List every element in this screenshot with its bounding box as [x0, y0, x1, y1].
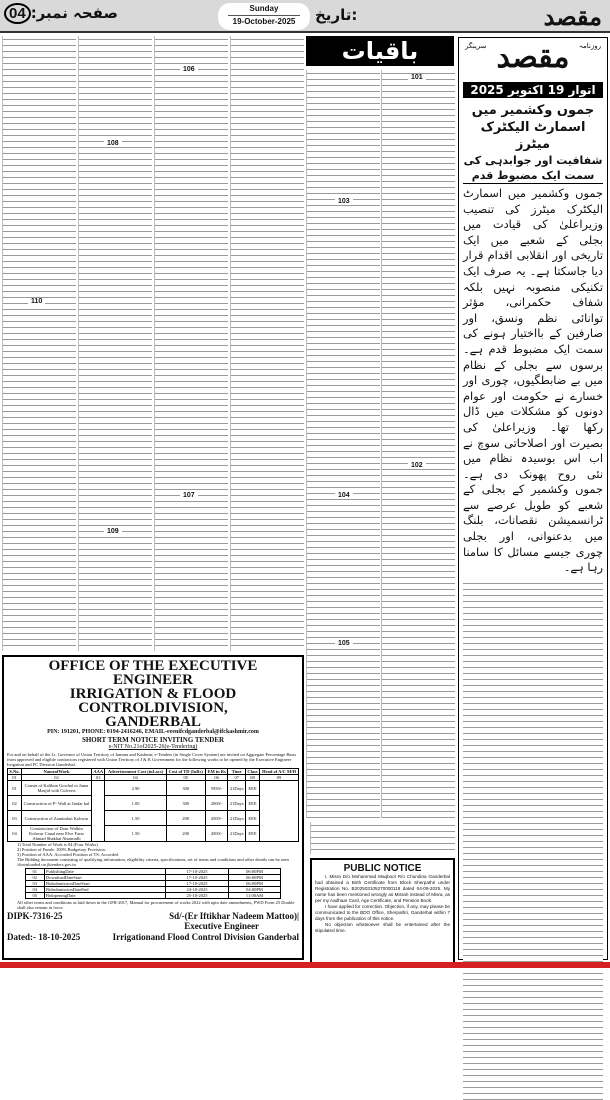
section-title-baqiyat: باقیات — [306, 36, 454, 66]
page-number-value: 04 — [4, 3, 31, 24]
table-row: 01 PublishingDate 17-10-2025 06:00PM — [25, 869, 281, 875]
table-row: 04 BidsubmissionDateEnd 24-10-2025 04:00PM — [25, 887, 281, 893]
masthead — [463, 40, 603, 80]
text-column — [381, 70, 455, 818]
schedule-table — [25, 868, 282, 899]
date-bar: اتوار 19 اکتوبر 2025 — [463, 82, 603, 98]
table-row: 05 BidopeningDate 25-10-2025 11:00AM — [25, 893, 281, 899]
text-column — [310, 822, 455, 854]
tender-advertisement — [2, 655, 304, 960]
table-row: 03 BidsubmissionDateStart 17-10-2025 06:00PM — [25, 881, 281, 887]
page-header — [0, 0, 610, 33]
table-row: 02 DownloadDateStart 17-10-2025 06:00PM — [25, 875, 281, 881]
works-table: S.No. NameofWork AAA Advertisement Cost (inLacs) Cost of TD (InRs) EM in Rs Time Class Head of A/C M/H 01 02 03 04 05 06 07 08 09 01 Constn of Kalibun Gowhal to Jama Masjid with Culverts 2.90 300 5950/- 21Days EEE 02 Construction of P- Wall at Jindar kal 1.00 300 2000/- 21Days EEE 03 Construction of Zamindari Kohwar 1.50 200 4500/- 21Days EEE 04 Construction of Dour Walkin Kohwar Canal near Elve Farar Ahmad Shakhat Aharmulli 1.50 200 4500/- 21Days EEE — [7, 768, 299, 842]
section-number: 105 — [335, 640, 353, 647]
ad-notes: 1) Total Number of Work is 04 (Four Works) 2) Position of Funds: 100% Budgetary Provision. 3) Position of AAA: Accorded Position of TS: Accorded The Bidding document consisting of qualifying information, eligibility criteria, specifications, set of terms and conditions and other details can be seen /downloaded on jktenders.gov.in — [17, 842, 289, 867]
page-label: صفحہ نمبر: — [30, 4, 118, 22]
ad-notice-title: SHORT TERM NOTICE INVITING TENDER — [81, 736, 225, 744]
footer-red-bar — [0, 962, 610, 968]
ad-date: Dated:- 18-10-2025 — [7, 932, 81, 942]
section-number: 104 — [335, 492, 353, 499]
text-column — [306, 70, 380, 818]
section-number: 106 — [180, 66, 198, 73]
date-box — [218, 3, 310, 30]
public-notice — [310, 858, 455, 964]
section-number: 108 — [104, 140, 122, 147]
ad-title: GANDERBAL — [105, 714, 201, 730]
ad-footer-note: All other terms and conditions as laid down in the GFR-2017, Manual for procurement of works 2022 with upto date amendments, PWD Form 25 Double shall also remain in force. — [17, 900, 299, 910]
ad-intro: For and on behalf of the Lt. Governor of Union Territory of Jammu and Kashmir, e-Tenders (in Single Cover System) are invited on Aggregate Percentage Basis from approved and eligible contractors registered with Union Territory of J & K Government for the following works to be opened by the Executive Engineer Irrigation and FC Division Ganderbal. — [7, 752, 297, 767]
public-notice-title: PUBLIC NOTICE — [343, 863, 422, 874]
masthead-title: مقصد — [496, 40, 570, 75]
text-column — [230, 36, 304, 651]
editorial-body: جموں وکشمیر میں اسمارٹ الیکٹرک میٹرز کی تنصیب وزیراعلیٰ کی قیادت میں بجلی کے شعبے میں ایک تاریخی اور انقلابی اقدام قرار دیا جاسکتا ہے۔ یہ صرف ایک تکنیکی منصوبہ نہیں بلکہ شفاف حکمرانی، مؤثر توانائی نظم ونسق، اور صارفین کے بااختیار ہونے کی سمت ایک مضبوط قدم ہے۔ برسوں سے بجلی کے نظام میں بے ضابطگیوں، چوری اور خسارے نے حکومت اور عوام دونوں کو مشکلات میں ڈال رکھا تھا۔ وزیراعلیٰ کی بصیرت اور اصلاحاتی سوچ نے اب اس بوسیدہ نظام میں نئی روح پھونک دی ہے۔ جموں وکشمیر کے بجلی کے شعبے کو طویل عرصے سے ٹرانسمیشن نقصانات، بلنگ میں بدعنوانی، اور بجلی چوری جیسے مسائل کا سامنا رہا ہے۔ — [463, 186, 603, 575]
signatory: Sd/-(Er Iftikhar Nadeem Mattoo)| — [169, 911, 299, 921]
ad-contact: PIN: 191201, PHONE: 0194-2416246, EMAIL-eeenifcdganderbal@ifckashmir.com — [47, 729, 259, 735]
date-label: تاریخ: — [315, 6, 358, 24]
ad-title: OFFICE OF THE EXECUTIVE ENGINEER — [48, 658, 258, 688]
public-notice-text: I, Misra D/o Mohammad Maqbool R/o Chundina Ganderbal had obtained a Birth Certificate from Block Sherpathri under Registration No. B202503105270000118 dated 04-09-2025. My name has been mentioned wrongly as Misrah instead of Misra, as per my Aadhaar Card, Age Certificate, and Pension Book. — [315, 874, 450, 903]
day: Sunday — [249, 4, 279, 13]
table-row: 03 Construction of Zamindari Kohwar 1.50 200 4500/- 21Days EEE — [8, 811, 299, 826]
signatory-title: Executive Engineer — [184, 921, 259, 931]
text-column — [78, 36, 152, 651]
page-number — [4, 3, 118, 24]
section-number: 110 — [28, 298, 45, 305]
ad-title: IRRIGATION & FLOOD CONTROLDIVISION, — [69, 686, 237, 716]
public-notice-text: No objection whatsoever shall be entertained after the stipulated time. — [315, 922, 450, 933]
newspaper-logo: مقصد — [543, 2, 602, 31]
editorial-column — [458, 37, 608, 960]
editorial-headline: جموں وکشمیر میں اسمارٹ الیکٹرک میٹرز — [471, 103, 595, 152]
text-column — [154, 36, 228, 651]
section-number: 103 — [335, 198, 353, 205]
signatory-office: Irrigationand Flood Control Division Ganderbal — [112, 932, 299, 942]
dipk-number: DIPK-7316-25 — [7, 911, 63, 921]
text-column — [2, 36, 76, 651]
editorial-body-continued — [463, 580, 603, 1100]
editorial-subheadline: شفافیت اور جوابدہی کی سمت ایک مضبوط قدم — [463, 154, 603, 182]
tagline: روزنامہ — [578, 42, 601, 50]
section-number: 109 — [104, 528, 122, 535]
section-number: 107 — [180, 492, 198, 499]
table-row: 01 Constn of Kalibun Gowhal to Jama Masjid with Culverts 2.90 300 5950/- 21Days EEE — [8, 781, 299, 796]
table-row: 02 Construction of P- Wall at Jindar kal 1.00 300 2000/- 21Days EEE — [8, 796, 299, 811]
ad-ref: e-NIT No.21of2025-26(e-Tendering) — [108, 744, 198, 750]
section-number: 101 — [408, 74, 426, 81]
table-row: 04 Construction of Dour Walkin Kohwar Canal near Elve Farar Ahmad Shakhat Aharmulli 1.50 200 4500/- 21Days EEE — [8, 826, 299, 842]
date: 19-October-2025 — [232, 17, 296, 26]
public-notice-text: I have applied for correction. Objection, if any, may please be communicated to the BDO Office, Sherpathri, Ganderbal within 7 days from the publication of this notice. — [315, 904, 450, 921]
section-number: 102 — [408, 462, 426, 469]
city: سرینگر — [465, 42, 487, 50]
